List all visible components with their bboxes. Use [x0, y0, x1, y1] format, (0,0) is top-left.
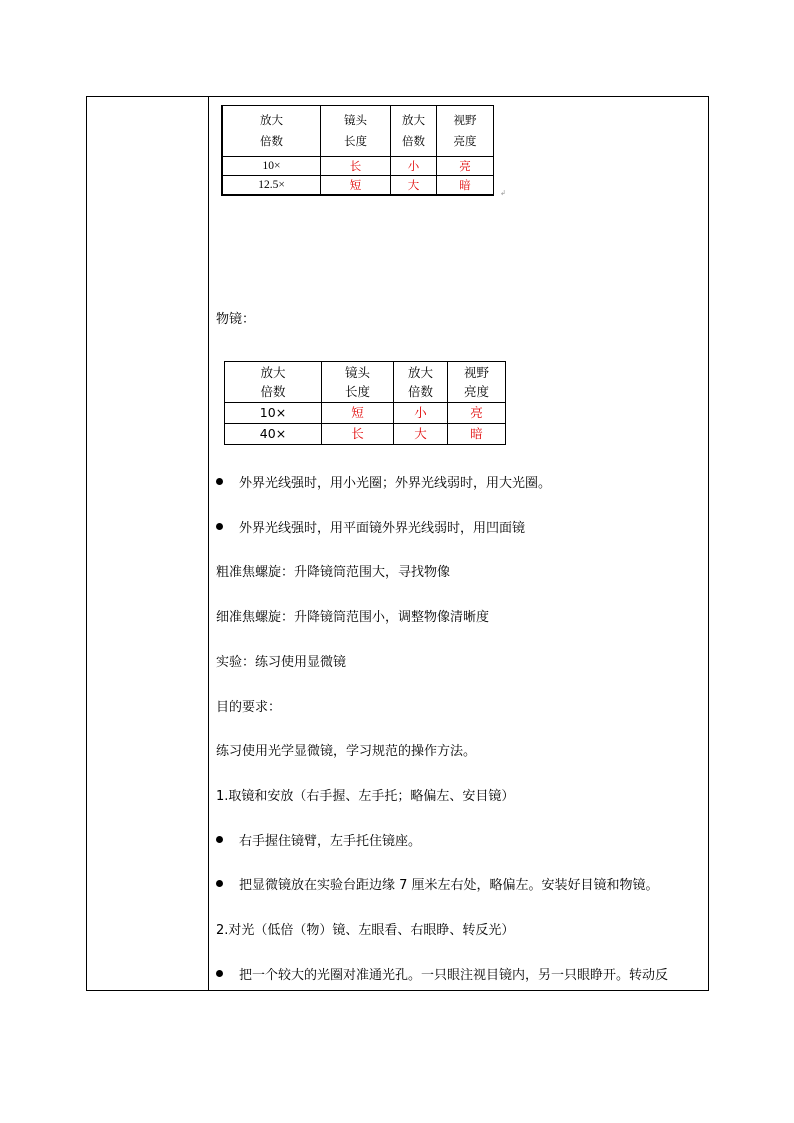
- table-cell: 小: [394, 403, 448, 424]
- table-cell: 10×: [222, 157, 321, 176]
- purpose-text: 练习使用光学显微镜，学习规范的操作方法。: [216, 744, 477, 759]
- bullet-item: 右手握住镜臂，左手托住镜座。: [216, 833, 421, 851]
- table-cell: 10×: [225, 403, 322, 424]
- table-cell: 短: [321, 176, 391, 196]
- bullet-dot-icon: [216, 478, 223, 485]
- table-cell: 亮: [437, 157, 494, 176]
- header-cell: 镜头 长度: [322, 362, 394, 403]
- table-cell: 大: [391, 176, 437, 196]
- bullet-item: 把一个较大的光圈对准通光孔。一只眼注视目镜内，另一只眼睁开。转动反: [216, 967, 668, 985]
- bullet-item: 外界光线强时，用小光圈；外界光线弱时，用大光圈。: [216, 475, 551, 493]
- step-1-heading: 1.取镜和安放（右手握、左手托；略偏左、安目镜）: [216, 789, 515, 804]
- bullet-dot-icon: [216, 836, 223, 843]
- header-cell: 镜头 长度: [321, 106, 391, 157]
- header-cell: 视野 亮度: [437, 106, 494, 157]
- objective-label: 物镜：: [216, 312, 256, 327]
- eyepiece-table: [221, 105, 494, 196]
- bullet-dot-icon: [216, 880, 223, 887]
- table-cell: 12.5×: [222, 176, 321, 196]
- table-cell: 大: [394, 424, 448, 445]
- table-cell: 长: [321, 157, 391, 176]
- table-cell: 长: [322, 424, 394, 445]
- fine-focus-text: 细准焦螺旋：升降镜筒范围小，调整物像清晰度: [216, 610, 490, 625]
- bullet-item: 外界光线强时，用平面镜外界光线弱时，用凹面镜: [216, 520, 525, 538]
- header-cell: 视野 亮度: [448, 362, 506, 403]
- header-cell: 放大 倍数: [225, 362, 322, 403]
- table-cell: 小: [391, 157, 437, 176]
- table-cell: 短: [322, 403, 394, 424]
- table-cell: 40×: [225, 424, 322, 445]
- coarse-focus-text: 粗准焦螺旋：升降镜筒范围大，寻找物像: [216, 565, 451, 580]
- bullet-dot-icon: [216, 523, 223, 530]
- table-cell: 暗: [437, 176, 494, 196]
- experiment-title: 实验：练习使用显微镜: [216, 655, 347, 670]
- step-2-heading: 2.对光（低倍（物）镜、左眼看、右眼睁、转反光）: [216, 923, 515, 938]
- table-cell: 暗: [448, 424, 506, 445]
- bullet-item: 把显微镜放在实验台距边缘 7 厘米左右处，略偏左。安装好目镜和物镜。: [216, 877, 659, 895]
- cell-end-mark: ↲: [500, 189, 506, 197]
- purpose-label: 目的要求：: [216, 700, 282, 715]
- lesson-table-frame: [86, 96, 709, 991]
- bullet-dot-icon: [216, 970, 223, 977]
- header-cell: 放大 倍数: [222, 106, 321, 157]
- objective-table: [224, 361, 506, 445]
- header-cell: 放大 倍数: [394, 362, 448, 403]
- column-divider: [208, 97, 209, 990]
- header-cell: 放大 倍数: [391, 106, 437, 157]
- table-cell: 亮: [448, 403, 506, 424]
